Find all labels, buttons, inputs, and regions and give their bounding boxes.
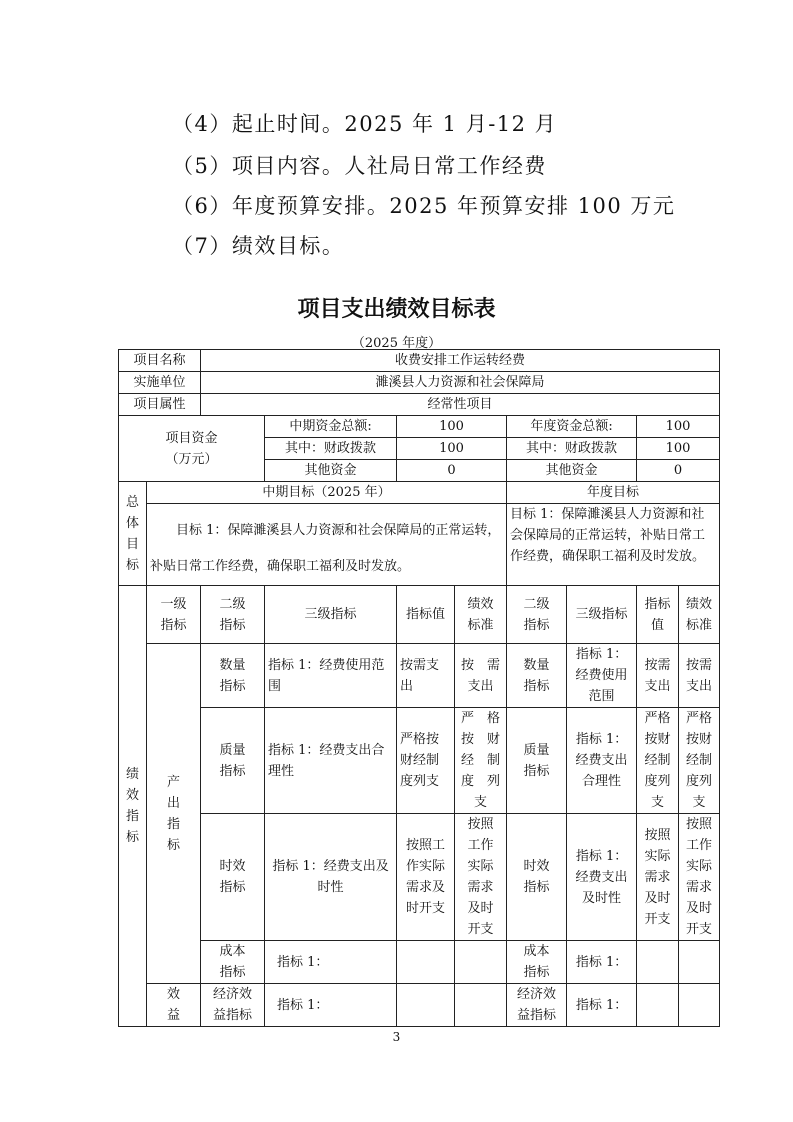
timeliness-standard-year — [679, 814, 720, 941]
table-row — [119, 416, 720, 438]
timeliness-l2 — [201, 814, 265, 941]
implementing-unit-label: 实施单位 — [119, 372, 201, 394]
table-row — [119, 350, 720, 372]
year-total-label: 年度资金总额: — [507, 416, 637, 438]
cell-line: 按照 — [644, 827, 671, 843]
cell-line: 质量 — [219, 742, 246, 758]
cost-l3-year: 指标 1： — [567, 941, 637, 984]
header-level1 — [147, 586, 201, 644]
economic-benefit-l3-year: 指标 1： — [567, 984, 637, 1027]
cell-line: 合理性 — [582, 774, 622, 789]
quantity-standard-year — [679, 644, 720, 708]
overall-goal-label — [119, 482, 147, 586]
year-other-value: 0 — [637, 460, 720, 482]
cell-line: 度列支 — [400, 774, 440, 789]
economic-benefit-value-year — [637, 984, 679, 1027]
cell-line: 及时 — [686, 901, 713, 916]
overall-goal-char: 体 — [125, 515, 139, 531]
cell-line: 指标 — [523, 678, 550, 694]
table-row — [119, 941, 720, 984]
cell-line: 支出 — [686, 678, 713, 694]
cell-line: 实际 — [467, 859, 494, 874]
page-number: 3 — [392, 1030, 401, 1044]
year-fiscal-value: 100 — [637, 438, 720, 460]
header-text: 标准 — [686, 617, 713, 633]
quantity-standard — [455, 644, 507, 708]
cost-l2-year — [507, 941, 567, 984]
quantity-l2 — [201, 644, 265, 708]
header-text: 绩效 — [686, 596, 713, 612]
cell-line: 指标 — [219, 678, 246, 694]
cell-line: 需求 — [467, 880, 494, 895]
cell-line: 指标 — [219, 763, 246, 779]
table-title: 项目支出绩效目标表 — [297, 297, 496, 322]
header-text: 值 — [651, 617, 665, 633]
header-level2 — [201, 586, 265, 644]
mid-total-label: 中期资金总额: — [265, 416, 397, 438]
quality-l3-year — [567, 708, 637, 814]
cell-line: 按需 — [686, 657, 713, 673]
cell-line: 作实际 — [406, 859, 446, 874]
cell-line: 按照 — [467, 817, 494, 832]
cell-line: 成本 — [219, 944, 246, 959]
overall-goal-char: 目 — [125, 536, 139, 552]
quality-l2-year — [507, 708, 567, 814]
cost-l3: 指标 1： — [265, 941, 397, 984]
benefit-char: 益 — [167, 1008, 181, 1023]
output-char: 指 — [167, 816, 181, 832]
quantity-value — [397, 644, 455, 708]
funds-unit-text: （万元） — [165, 451, 218, 467]
mid-fiscal-value: 100 — [397, 438, 507, 460]
table-row — [119, 644, 720, 708]
cell-line: 支 — [651, 795, 665, 810]
timeliness-l2-year — [507, 814, 567, 941]
perf-label-char: 绩 — [125, 767, 139, 782]
cell-line: 开支 — [686, 922, 713, 937]
paragraph-project-content: （5）项目内容。人社局日常工作经费 — [172, 154, 547, 178]
cell-line: 度 列 — [461, 774, 501, 789]
cell-line: 经费使用 — [575, 668, 628, 683]
header-value-year — [637, 586, 679, 644]
cell-line: 经制 — [644, 753, 671, 768]
performance-indicator-label — [119, 586, 147, 1027]
timeliness-l3: 指标 1：经费支出及时性 — [265, 814, 397, 941]
cell-line: 指标 — [523, 763, 550, 779]
cell-line: 数量 — [523, 657, 550, 673]
quality-value-year — [637, 708, 679, 814]
table-row — [119, 586, 720, 644]
quantity-l2-year — [507, 644, 567, 708]
project-name-value: 收费安排工作运转经费 — [201, 350, 720, 372]
cell-line: 经费支出 — [575, 753, 628, 768]
economic-benefit-value — [397, 984, 455, 1027]
output-char: 产 — [167, 774, 181, 790]
header-text: 二级 — [523, 596, 550, 612]
header-text: 绩效 — [467, 596, 494, 612]
timeliness-l3-year — [567, 814, 637, 941]
cell-line: 及时 — [467, 901, 494, 916]
year-total-value: 100 — [637, 416, 720, 438]
cost-value — [397, 941, 455, 984]
header-text: 标准 — [467, 617, 494, 633]
cell-line: 按需支 — [400, 657, 440, 673]
cost-value-year — [637, 941, 679, 984]
header-text: 指标 — [219, 617, 246, 633]
cell-line: 时开支 — [406, 901, 446, 916]
cell-line: 出 — [400, 678, 414, 694]
cell-line: 度列 — [644, 774, 671, 789]
table-row — [119, 372, 720, 394]
cell-line: 严格按 — [400, 732, 440, 747]
cell-line: 时效 — [219, 859, 246, 874]
cell-line: 支 — [692, 795, 706, 810]
cell-line: 指标 — [523, 880, 550, 895]
output-char: 标 — [167, 837, 181, 853]
economic-benefit-l2-year — [507, 984, 567, 1027]
overall-goal-char: 总 — [125, 494, 139, 510]
quality-l3: 指标 1：经费支出合理性 — [265, 708, 397, 814]
annual-goal-header: 年度目标 — [507, 482, 720, 504]
quality-l2 — [201, 708, 265, 814]
cell-line: 支出 — [467, 678, 494, 694]
header-level2-year — [507, 586, 567, 644]
cell-line: 实际 — [644, 848, 671, 864]
table-row — [119, 504, 720, 586]
header-standard — [455, 586, 507, 644]
cost-standard — [455, 941, 507, 984]
project-attribute-value: 经常性项目 — [201, 394, 720, 416]
header-value: 指标值 — [397, 586, 455, 644]
cell-line: 按财 — [686, 732, 713, 747]
project-attribute-label: 项目属性 — [119, 394, 201, 416]
cell-line: 经 制 — [461, 753, 501, 768]
implementing-unit-value: 濉溪县人力资源和社会保障局 — [201, 372, 720, 394]
table-row — [119, 984, 720, 1027]
table-year: （2025 年度） — [351, 336, 442, 351]
cell-line: 需求及 — [406, 880, 446, 895]
cell-line: 经制 — [686, 753, 713, 768]
timeliness-value — [397, 814, 455, 941]
cell-line: 工作 — [467, 838, 494, 853]
project-funds-label — [119, 416, 265, 482]
header-text: 指标 — [160, 617, 187, 633]
cell-line: 成本 — [523, 944, 550, 959]
cell-line: 按财 — [644, 732, 671, 747]
mid-total-value: 100 — [397, 416, 507, 438]
cell-line: 开支 — [644, 911, 671, 927]
performance-goal-table — [118, 349, 720, 1027]
mid-fiscal-label: 其中：财政拨款 — [265, 438, 397, 460]
table-row — [119, 708, 720, 814]
year-other-label: 其他资金 — [507, 460, 637, 482]
table-row — [119, 814, 720, 941]
header-standard-year — [679, 586, 720, 644]
mid-other-value: 0 — [397, 460, 507, 482]
cell-line: 指标 1： — [575, 848, 628, 864]
header-text: 一级 — [160, 596, 187, 612]
cell-line: 经费支出 — [575, 869, 628, 885]
cell-line: 按照工 — [406, 838, 446, 853]
cell-line: 严格 — [644, 711, 671, 726]
cell-line: 质量 — [523, 742, 550, 758]
benefit-indicator-label — [147, 984, 201, 1027]
cell-line: 时效 — [523, 859, 550, 874]
cell-line: 实际 — [686, 859, 713, 874]
paragraph-start-end-time: （4）起止时间。2025 年 1 月-12 月 — [172, 112, 558, 136]
timeliness-value-year — [637, 814, 679, 941]
paragraph-annual-budget: （6）年度预算安排。2025 年预算安排 100 万元 — [172, 194, 676, 218]
quantity-l3-year — [567, 644, 637, 708]
perf-label-char: 标 — [125, 830, 139, 845]
cost-l2 — [201, 941, 265, 984]
header-level3: 三级指标 — [265, 586, 397, 644]
cell-line: 指标 1： — [575, 732, 628, 747]
cell-line: 需求 — [686, 880, 713, 895]
quality-standard-year — [679, 708, 720, 814]
perf-label-char: 指 — [125, 809, 139, 824]
header-text: 指标 — [644, 596, 671, 612]
cell-line: 严格 — [686, 711, 713, 726]
cell-line: 益指标 — [517, 1008, 557, 1023]
cell-line: 按需 — [644, 657, 671, 673]
economic-benefit-l3: 指标 1： — [265, 984, 397, 1027]
header-text: 二级 — [219, 596, 246, 612]
cell-line: 按照 — [686, 817, 713, 832]
timeliness-standard — [455, 814, 507, 941]
cell-line: 按 财 — [461, 732, 501, 747]
quality-value — [397, 708, 455, 814]
cell-line: 及时 — [644, 890, 671, 906]
project-name-label: 项目名称 — [119, 350, 201, 372]
year-fiscal-label: 其中：财政拨款 — [507, 438, 637, 460]
cell-line: 财经制 — [400, 753, 440, 768]
table-row — [119, 394, 720, 416]
economic-benefit-standard-year — [679, 984, 720, 1027]
cell-line: 需求 — [644, 869, 671, 885]
output-char: 出 — [167, 795, 181, 811]
cell-line: 及时性 — [582, 890, 622, 906]
cell-line: 支 — [474, 795, 488, 810]
cell-line: 指标 — [523, 965, 550, 980]
cell-line: 经济效 — [517, 987, 557, 1002]
cell-line: 范围 — [588, 689, 615, 704]
cell-line: 指标 — [219, 965, 246, 980]
cell-line: 益指标 — [213, 1008, 253, 1023]
quantity-l3: 指标 1：经费使用范围 — [265, 644, 397, 708]
perf-label-char: 效 — [125, 788, 139, 803]
header-level3-year: 三级指标 — [567, 586, 637, 644]
quantity-value-year — [637, 644, 679, 708]
quality-standard — [455, 708, 507, 814]
header-text: 指标 — [523, 617, 550, 633]
paragraph-performance-goal: （7）绩效目标。 — [172, 234, 345, 258]
cost-standard-year — [679, 941, 720, 984]
cell-line: 支出 — [644, 678, 671, 694]
other-funds-label: 其他资金 — [265, 460, 397, 482]
overall-goal-char: 标 — [125, 557, 139, 573]
cell-line: 经济效 — [213, 987, 253, 1002]
cell-line: 数量 — [219, 657, 246, 673]
cell-line: 严 格 — [461, 711, 501, 726]
cell-line: 指标 1： — [575, 647, 628, 662]
benefit-char: 效 — [167, 987, 181, 1002]
economic-benefit-standard — [455, 984, 507, 1027]
output-indicator-label — [147, 644, 201, 984]
economic-benefit-l2 — [201, 984, 265, 1027]
cell-line: 开支 — [467, 922, 494, 937]
mid-term-goal-text: 目标 1：保障濉溪县人力资源和社会保障局的正常运转，补贴日常工作经费，确保职工福利及时发放。 — [147, 504, 507, 586]
table-row — [119, 482, 720, 504]
cell-line: 指标 — [219, 880, 246, 895]
cell-line: 按 需 — [461, 657, 501, 673]
cell-line: 工作 — [686, 838, 713, 853]
annual-goal-text: 目标 1：保障濉溪县人力资源和社会保障局的正常运转，补贴日常工作经费，确保职工福利及时发放。 — [507, 504, 720, 586]
cell-line: 度列 — [686, 774, 713, 789]
mid-term-goal-header: 中期目标（2025 年） — [147, 482, 507, 504]
funds-label-text: 项目资金 — [165, 430, 218, 446]
